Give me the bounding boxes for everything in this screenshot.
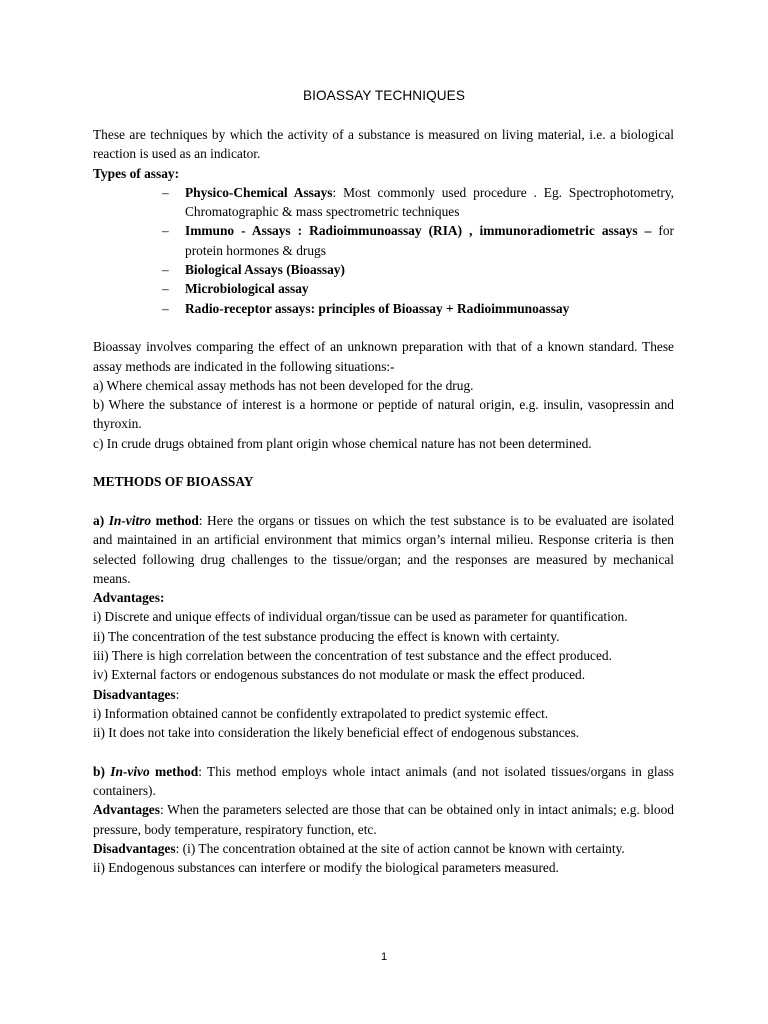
invitro-prefix: a) [93,512,109,528]
invitro-disadvantage-2: ii) It does not take into consideration the likely beneficial effect of endogenous substances. [93,725,580,741]
dash-bullet: – [162,262,169,278]
list-item [162,299,674,318]
invitro-disadvantages-heading-text: Disadvantages [93,686,176,702]
methods-heading [93,472,674,491]
page-title: BIOASSAY TECHNIQUES [302,88,466,103]
intro-paragraph: These are techniques by which the activity of a substance is measured on living material, i.e. a biological reaction is used as an indicator. [93,127,674,162]
assay-types-list [93,183,674,318]
situation-c: c) In crude drugs obtained from plant origin whose chemical nature has not been determined. [93,435,592,451]
dash-bullet: – [162,281,169,297]
bioassay-paragraph: Bioassay involves comparing the effect of an unknown preparation with that of a known standard. These assay methods are indicated in the following situations:- [93,339,674,374]
methods-heading-text: METHODS OF BIOASSAY [93,474,254,490]
list-item [162,221,674,260]
invivo-advantages-label: Advantages [93,802,160,818]
situation-a: a) Where chemical assay methods has not been developed for the drug. [93,377,474,393]
spacer [93,318,674,337]
list-item-bold: Physico-Chemical Assays [185,184,333,200]
spacer [93,743,674,762]
spacer [93,453,674,472]
invivo-prefix: b) [93,763,111,779]
invitro-advantages-heading-text: Advantages: [93,590,165,606]
invivo-disadvantages-label: Disadvantages [93,840,176,856]
invitro-disadvantage-1: i) Information obtained cannot be confidently extrapolated to predict systemic effect. [93,705,549,721]
dash-bullet: – [162,300,169,316]
invivo-disadvantages-text: : (i) The concentration obtained at the site of action cannot be known with certainty. [175,840,625,856]
invivo-paragraph [93,762,674,801]
list-item-bold: Radio-receptor assays: principles of Bioassay + Radioimmunoassay [185,300,570,316]
list-item [162,183,674,222]
invitro-text: : Here the organs or tissues on which the test substance is to be evaluated are isolated and maintained in an artificial environment that mimics organ’s internal milieu. Response criteria is then selected following drug challenges to the tissue/organ; and the responses are measured by mechanical means. [93,512,674,586]
list-item [162,260,674,279]
page-number: 1 [380,951,388,963]
list-item-bold: Immuno - Assays : Radioimmunoassay (RIA) , immunoradiometric assays – [185,223,652,239]
invitro-advantage-1: i) Discrete and unique effects of individual organ/tissue can be used as parameter for quantification. [93,609,628,625]
invitro-advantage-4: iv) External factors or endogenous substances do not modulate or mask the effect produced. [93,667,586,683]
invitro-term: In-vitro [108,512,152,528]
situation-b: b) Where the substance of interest is a hormone or peptide of natural origin, e.g. insulin, vasopressin and thyroxin. [93,397,674,432]
invitro-advantages-heading [93,588,674,607]
invivo-text: : This method employs whole intact animals (and not isolated tissues/organs in glass containers). [93,763,674,799]
spacer [93,492,674,511]
invitro-disadvantages-colon: : [175,686,180,702]
invivo-term: In-vivo [110,763,150,779]
invivo-advantages-text: : When the parameters selected are those that can be obtained only in intact animals; e.g. blood pressure, body temperature, respiratory function, etc. [93,802,674,837]
types-heading-text: Types of assay: [93,165,180,181]
invitro-paragraph [93,511,674,588]
invivo-disadvantages [93,839,674,858]
document-body [93,125,674,878]
invitro-method-word: method [151,512,199,528]
list-item-text: : Most commonly used procedure . Eg. Spectrophotometry, Chromatographic & mass spectrometric techniques [185,184,674,220]
dash-bullet: – [162,223,169,239]
invivo-disadvantage-2: ii) Endogenous substances can interfere or modify the biological parameters measured. [93,860,559,876]
dash-bullet: – [162,184,169,200]
list-item-bold: Microbiological assay [185,281,309,297]
invivo-method-word: method [149,763,199,779]
list-item [162,279,674,298]
invitro-disadvantages-heading [93,685,674,704]
invitro-advantage-2: ii) The concentration of the test substance producing the effect is known with certainty. [93,628,560,644]
list-item-bold: Biological Assays (Bioassay) [185,262,345,278]
invitro-advantage-3: iii) There is high correlation between the concentration of test substance and the effect produced. [93,648,612,664]
list-item-text: for protein hormones & drugs [185,223,674,258]
invivo-advantages [93,800,674,839]
types-heading [93,164,674,183]
